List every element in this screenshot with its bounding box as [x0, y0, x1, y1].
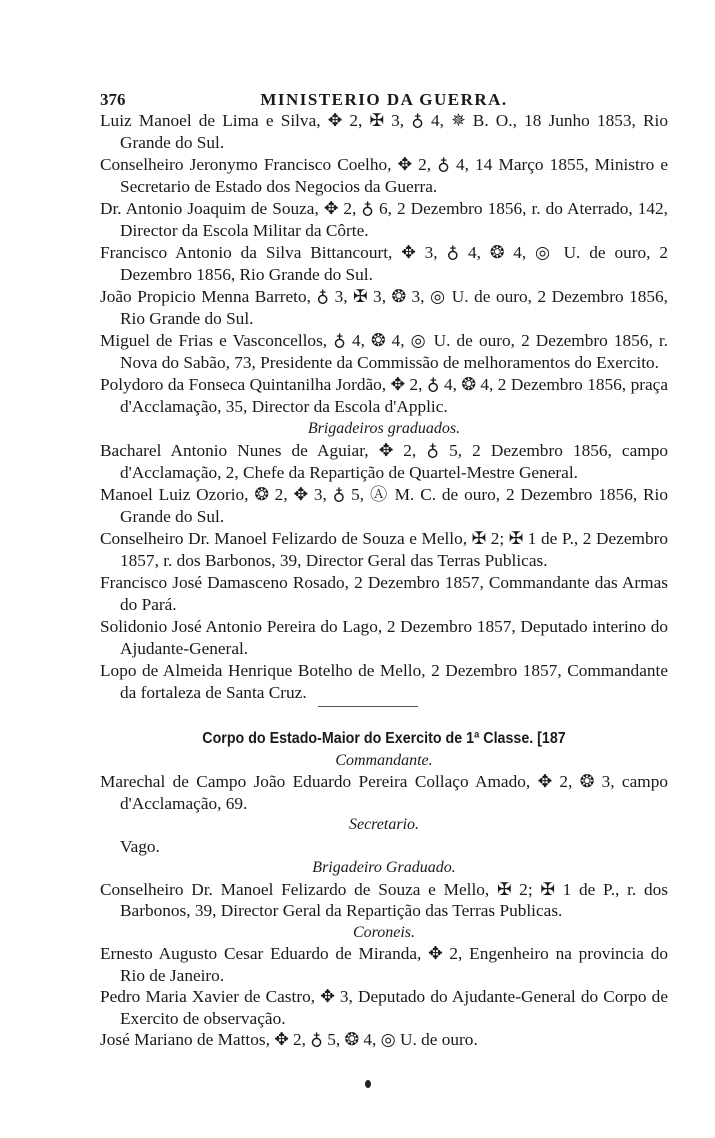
- list-item: Miguel de Frias e Vasconcellos, ♁ 4, ❂ 4, ◎ U. de ouro, 2 Dezembro 1856, r. Nova do Sabão, 73, Presidente da Commissão de melhoramentos do Exercito.: [100, 331, 668, 372]
- list-item: José Mariano de Mattos, ✥ 2, ♁ 5, ❂ 4, ◎ U. de ouro.: [100, 1030, 478, 1049]
- list-item: Luiz Manoel de Lima e Silva, ✥ 2, ✠ 3, ♁ 4, ✵ B. O., 18 Junho 1853, Rio Grande do Sul.: [100, 111, 668, 152]
- list-item: Lopo de Almeida Henrique Botelho de Mello, 2 Dezembro 1857, Commandante da fortaleza de Santa Cruz.: [100, 661, 668, 702]
- list-item: Pedro Maria Xavier de Castro, ✥ 3, Deputado do Ajudante-General do Corpo de Exercito de observação.: [100, 987, 668, 1028]
- list-item: Conselheiro Jeronymo Francisco Coelho, ✥ 2, ♁ 4, 14 Março 1855, Ministro e Secretario de Estado dos Negocios da Guerra.: [100, 155, 668, 196]
- page-number: 376: [100, 90, 126, 109]
- list-item: Marechal de Campo João Eduardo Pereira Collaço Amado, ✥ 2, ❂ 3, campo d'Acclamação, 69.: [100, 772, 668, 813]
- ink-dot: [365, 1080, 371, 1088]
- subheading-commandante: Commandante.: [335, 751, 433, 769]
- subheading-coroneis: Coroneis.: [352, 923, 416, 941]
- list-item: João Propicio Menna Barreto, ♁ 3, ✠ 3, ❂ 3, ◎ U. de ouro, 2 Dezembro 1856, Rio Grande do Sul.: [100, 287, 668, 328]
- list-item: Solidonio José Antonio Pereira do Lago, 2 Dezembro 1857, Deputado interino do Ajudante-General.: [100, 617, 668, 658]
- section-divider: [318, 706, 418, 707]
- subheading-secretario: Secretario.: [348, 816, 420, 833]
- section-title: Corpo do Estado-Maior do Exercito de 1ª Classe. [187: [202, 730, 566, 747]
- general-officers-list: [100, 110, 668, 704]
- list-item: Vago.: [120, 836, 160, 856]
- subheading-brigadeiro: Brigadeiro Graduado.: [312, 859, 456, 876]
- estado-maior-section: [100, 728, 668, 1051]
- list-item: Dr. Antonio Joaquim de Souza, ✥ 2, ♁ 6, 2 Dezembro 1856, r. do Aterrado, 142, Director da Escola Militar da Côrte.: [100, 199, 668, 240]
- list-item: Manoel Luiz Ozorio, ❂ 2, ✥ 3, ♁ 5, Ⓐ M. C. de ouro, 2 Dezembro 1856, Rio Grande do Sul.: [100, 485, 668, 526]
- subheading-brigadeiros: Brigadeiros graduados.: [307, 420, 461, 437]
- list-item: Polydoro da Fonseca Quintanilha Jordão, ✥ 2, ♁ 4, ❂ 4, 2 Dezembro 1856, praça d'Acclamação, 35, Director da Escola d'Applic.: [100, 375, 668, 416]
- list-item: Francisco José Damasceno Rosado, 2 Dezembro 1857, Commandante das Armas do Pará.: [100, 573, 668, 614]
- running-title: MINISTERIO DA GUERRA.: [260, 90, 508, 109]
- list-item: Bacharel Antonio Nunes de Aguiar, ✥ 2, ♁ 5, 2 Dezembro 1856, campo d'Acclamação, 2, Chefe da Repartição de Quartel-Mestre General.: [100, 441, 668, 482]
- list-item: Conselheiro Dr. Manoel Felizardo de Souza e Mello, ✠ 2; ✠ 1 de P., r. dos Barbonos, 39, Director Geral da Repartição das Terras Publicas.: [100, 879, 668, 920]
- page-header: [100, 90, 668, 112]
- list-item: Conselheiro Dr. Manoel Felizardo de Souza e Mello, ✠ 2; ✠ 1 de P., 2 Dezembro 1857, r. dos Barbonos, 39, Director Geral das Terras Publicas.: [100, 529, 668, 570]
- list-item: Francisco Antonio da Silva Bittancourt, ✥ 3, ♁ 4, ❂ 4, ◎ U. de ouro, 2 Dezembro 1856, Rio Grande do Sul.: [100, 243, 668, 284]
- list-item: Ernesto Augusto Cesar Eduardo de Miranda, ✥ 2, Engenheiro na provincia do Rio de Janeiro.: [100, 944, 668, 985]
